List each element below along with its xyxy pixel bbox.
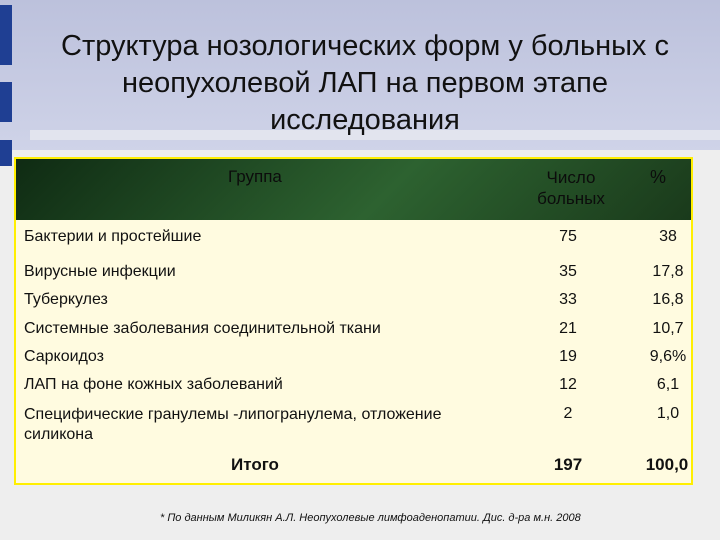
data-table [14, 157, 693, 485]
row-group: Вирусные инфекции [24, 263, 176, 280]
row-percent: 16,8 [652, 291, 684, 308]
total-label: Итого [231, 455, 279, 474]
row-count: 2 [563, 405, 573, 422]
row-group: Саркоидоз [24, 348, 104, 365]
slide-title: Структура нозологических форм у больных с неопухолевой ЛАП на первом этапе исследования [61, 30, 669, 136]
row-count: 12 [559, 376, 577, 393]
row-group: Бактерии и простейшие [24, 228, 202, 245]
row-percent: 10,7 [652, 320, 684, 337]
row-percent: 6,1 [656, 376, 680, 393]
row-group: Системные заболевания соединительной ткани [24, 320, 381, 337]
row-group: Специфические гранулемы -липогранулема, отложение силикона [24, 406, 442, 443]
row-percent: 17,8 [652, 263, 684, 280]
row-count: 19 [559, 348, 577, 365]
row-count: 75 [559, 228, 577, 245]
header-group: Группа [228, 167, 282, 186]
source-footnote: * По данным Миликян А.Л. Неопухолевые лимфоаденопатии. Дис. д-ра м.н. 2008 [160, 512, 581, 524]
total-percent: 100,0 [645, 455, 689, 474]
row-count: 35 [559, 263, 577, 280]
row-percent: 38 [659, 228, 677, 245]
decorative-bar [0, 5, 12, 65]
total-count: 197 [553, 455, 583, 474]
row-count: 21 [559, 320, 577, 337]
row-percent: 9,6% [649, 348, 687, 365]
row-count: 33 [559, 291, 577, 308]
row-percent: 1,0 [656, 405, 680, 422]
decorative-bar [0, 82, 12, 122]
decorative-bar [0, 140, 12, 166]
header-count: Число больных [537, 168, 605, 208]
row-group: Туберкулез [24, 291, 108, 308]
header-percent: % [649, 167, 666, 187]
row-group: ЛАП на фоне кожных заболеваний [24, 376, 283, 393]
